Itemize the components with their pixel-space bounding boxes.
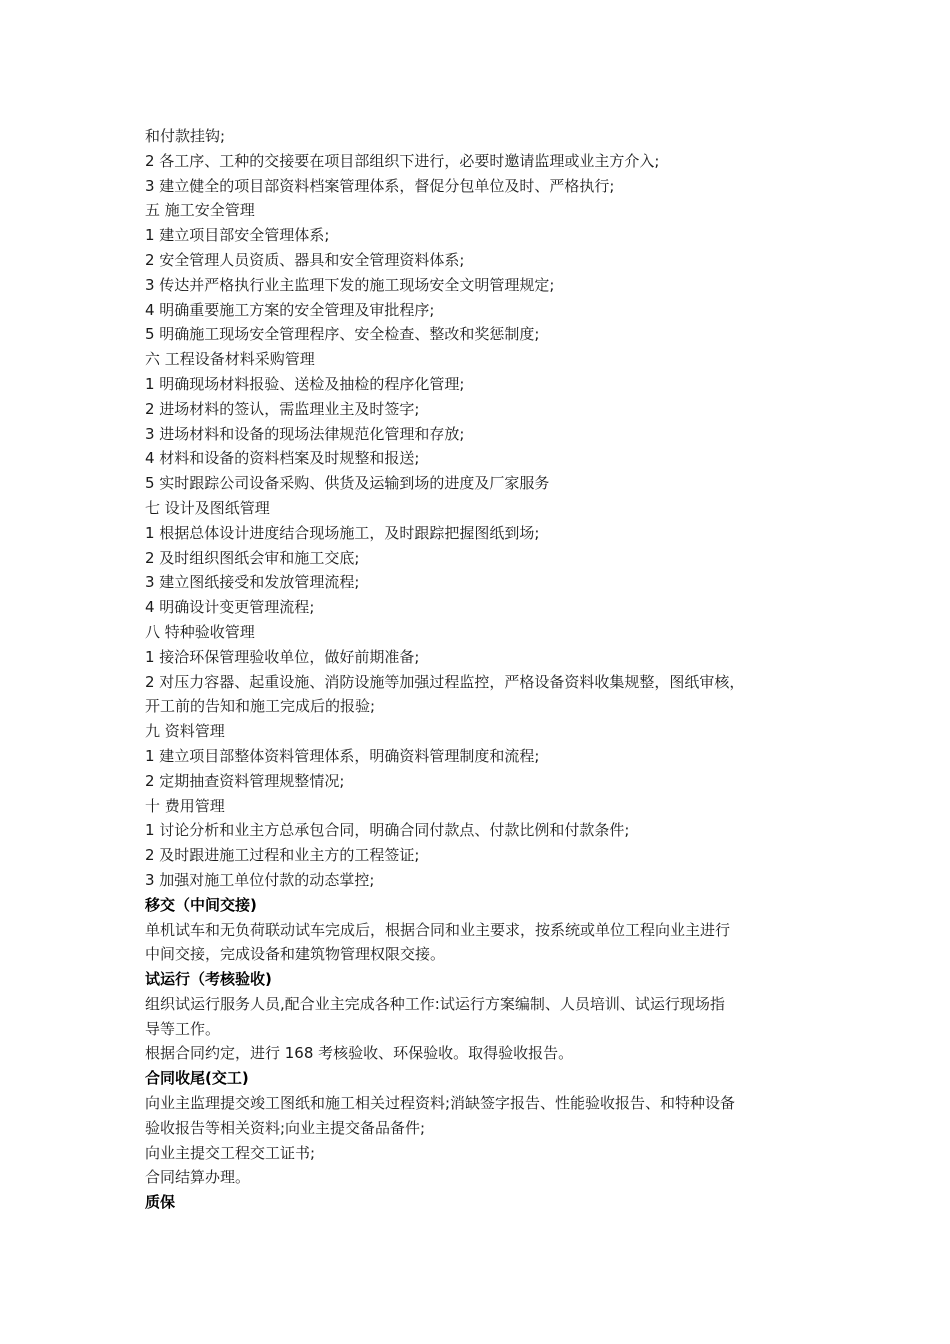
list-item: 2 定期抽查资料管理规整情况; [145, 771, 345, 790]
section-heading: 八 特种验收管理 [145, 622, 255, 641]
section-heading: 十 费用管理 [145, 796, 225, 815]
paragraph-line: 合同结算办理。 [145, 1168, 251, 1187]
paragraph-line: 中间交接，完成设备和建筑物管理权限交接。 [145, 945, 446, 964]
section-heading: 五 施工安全管理 [145, 201, 255, 220]
list-item: 2 安全管理人员资质、器具和安全管理资料体系; [145, 250, 465, 269]
bold-heading: 移交（中间交接) [145, 895, 257, 914]
paragraph-line: 向业主监理提交竣工图纸和施工相关过程资料;消缺签字报告、性能验收报告、和特种设备 [145, 1094, 736, 1113]
list-item: 2 进场材料的签认，需监理业主及时签字; [145, 399, 420, 418]
list-item: 1 讨论分析和业主方总承包合同，明确合同付款点、付款比例和付款条件; [145, 821, 630, 840]
bold-heading: 合同收尾(交工) [145, 1069, 249, 1088]
list-item: 4 材料和设备的资料档案及时规整和报送; [145, 449, 420, 468]
list-item: 1 建立项目部安全管理体系; [145, 226, 330, 245]
list-item: 1 根据总体设计进度结合现场施工，及时跟踪把握图纸到场; [145, 523, 540, 542]
section-heading: 九 资料管理 [145, 722, 225, 741]
list-item: 5 明确施工现场安全管理程序、安全检查、整改和奖惩制度; [145, 325, 540, 344]
bold-heading: 质保 [145, 1193, 176, 1212]
list-item: 3 建立健全的项目部资料档案管理体系，督促分包单位及时、严格执行; [145, 176, 615, 195]
paragraph-line: 向业主提交工程交工证书; [145, 1143, 316, 1162]
section-heading: 七 设计及图纸管理 [145, 498, 270, 517]
bold-heading: 试运行（考核验收) [145, 970, 272, 989]
list-item: 1 接洽环保管理验收单位，做好前期准备; [145, 647, 420, 666]
paragraph-line: 导等工作。 [145, 1019, 221, 1038]
list-item: 4 明确设计变更管理流程; [145, 598, 315, 617]
list-item: 2 对压力容器、起重设施、消防设施等加强过程监控，严格设备资料收集规整，图纸审核， [145, 672, 745, 691]
list-item: 4 明确重要施工方案的安全管理及审批程序; [145, 300, 435, 319]
paragraph-line: 根据合同约定，进行 168 考核验收、环保验收。取得验收报告。 [145, 1044, 574, 1063]
section-heading: 六 工程设备材料采购管理 [145, 350, 315, 369]
list-item: 1 明确现场材料报验、送检及抽检的程序化管理; [145, 374, 465, 393]
list-item: 3 加强对施工单位付款的动态掌控; [145, 870, 375, 889]
list-item: 1 建立项目部整体资料管理体系，明确资料管理制度和流程; [145, 746, 540, 765]
list-item: 3 进场材料和设备的现场法律规范化管理和存放; [145, 424, 465, 443]
text-line: 和付款挂钩; [145, 127, 226, 145]
list-item: 2 及时跟进施工过程和业主方的工程签证; [145, 846, 420, 865]
list-item: 2 及时组织图纸会审和施工交底; [145, 548, 360, 567]
list-item: 2 各工序、工种的交接要在项目部组织下进行，必要时邀请监理或业主方介入; [145, 151, 660, 170]
paragraph-line: 组织试运行服务人员,配合业主完成各种工作:试运行方案编制、人员培训、试运行现场指 [145, 994, 725, 1013]
list-item-continuation: 开工前的告知和施工完成后的报验; [145, 697, 376, 716]
list-item: 3 传达并严格执行业主监理下发的施工现场安全文明管理规定; [145, 275, 555, 294]
paragraph-line: 验收报告等相关资料;向业主提交备品备件; [145, 1118, 426, 1137]
list-item: 5 实时跟踪公司设备采购、供货及运输到场的进度及厂家服务 [145, 474, 550, 493]
paragraph-line: 单机试车和无负荷联动试车完成后，根据合同和业主要求，按系统或单位工程向业主进行 [145, 920, 731, 939]
document-body [145, 124, 825, 1215]
list-item: 3 建立图纸接受和发放管理流程; [145, 573, 360, 592]
